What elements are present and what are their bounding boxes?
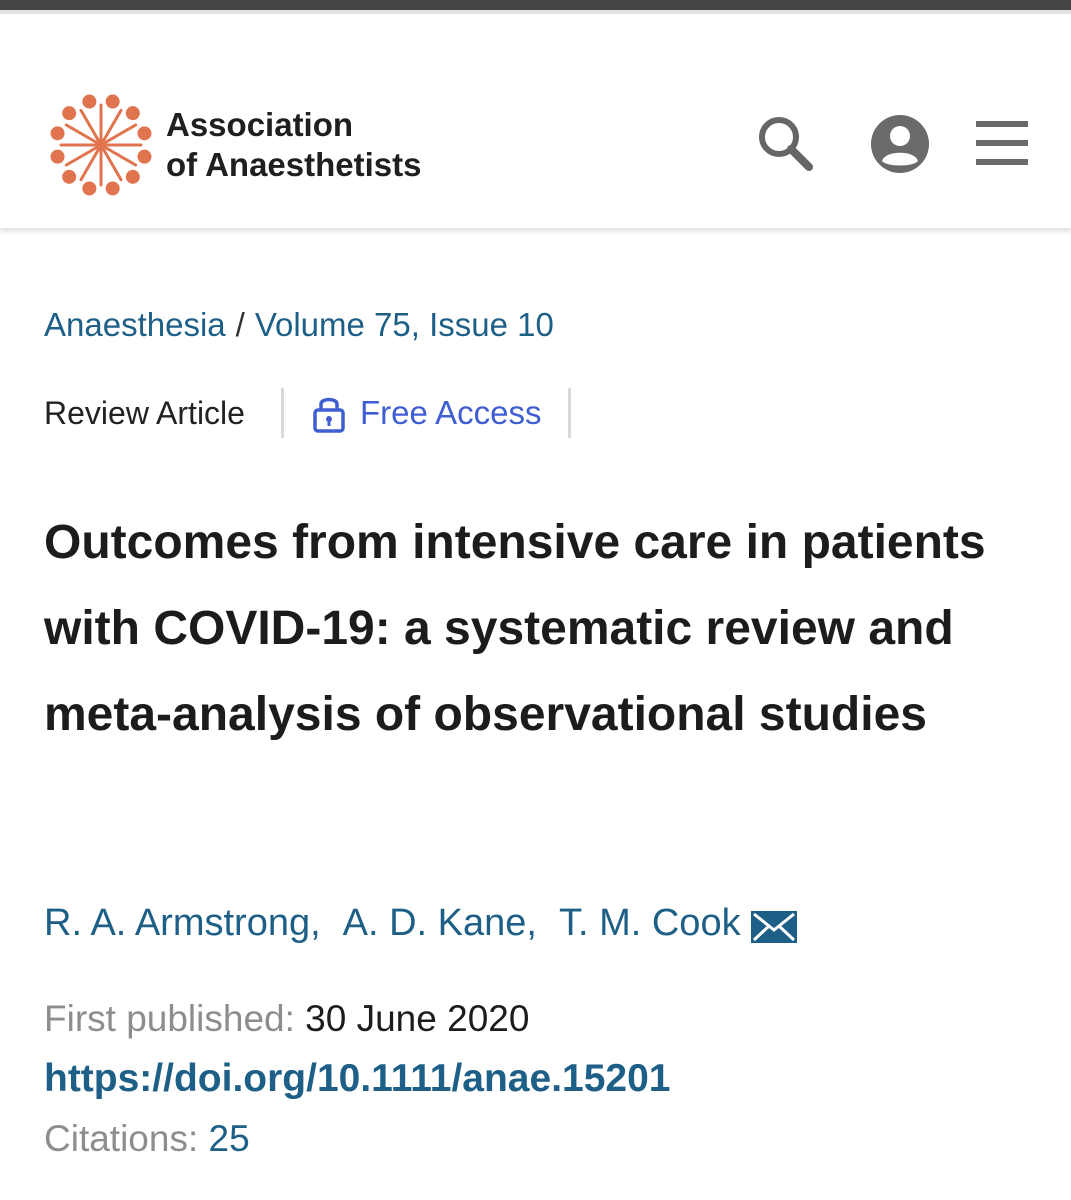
first-published-label: First published: <box>44 998 295 1039</box>
divider <box>568 388 571 438</box>
article-type: Review Article <box>44 394 245 431</box>
association-logo-icon <box>48 92 154 198</box>
breadcrumb-separator: / <box>235 306 245 343</box>
first-published <box>44 998 529 1040</box>
author-list <box>44 902 797 945</box>
breadcrumb-issue-link[interactable]: Volume 75, Issue 10 <box>254 306 554 343</box>
account-icon[interactable] <box>870 114 930 174</box>
article-meta-row <box>44 388 571 438</box>
divider <box>281 388 284 438</box>
search-icon[interactable] <box>756 114 814 172</box>
menu-icon[interactable] <box>976 114 1028 172</box>
author-link[interactable]: R. A. Armstrong <box>44 902 311 944</box>
site-header <box>0 14 1071 229</box>
logo[interactable] <box>48 92 422 198</box>
breadcrumb-journal-link[interactable]: Anaesthesia <box>44 306 226 343</box>
top-status-bar <box>0 0 1071 10</box>
free-access-label: Free Access <box>359 394 542 431</box>
author-separator: , <box>310 902 321 944</box>
citations-label: Citations: <box>44 1118 199 1159</box>
lock-open-icon <box>312 393 346 433</box>
first-published-date: 30 June 2020 <box>305 998 530 1039</box>
org-name <box>166 105 422 185</box>
author-link[interactable]: A. D. Kane <box>342 902 527 944</box>
article-title: Outcomes from intensive care in patients with COVID-19: a systematic review and meta-analysis of observational studies <box>44 516 986 741</box>
free-access-badge <box>312 393 542 433</box>
breadcrumb <box>44 306 554 344</box>
email-icon[interactable] <box>751 911 797 943</box>
org-name-line1: Association <box>166 106 354 143</box>
author-separator: , <box>526 902 537 944</box>
citations <box>44 1118 250 1160</box>
doi-link[interactable]: https://doi.org/10.1111/anae.15201 <box>44 1057 671 1100</box>
author-link[interactable]: T. M. Cook <box>558 902 741 944</box>
citations-count-link[interactable]: 25 <box>208 1118 250 1159</box>
org-name-line2: of Anaesthetists <box>166 146 422 183</box>
